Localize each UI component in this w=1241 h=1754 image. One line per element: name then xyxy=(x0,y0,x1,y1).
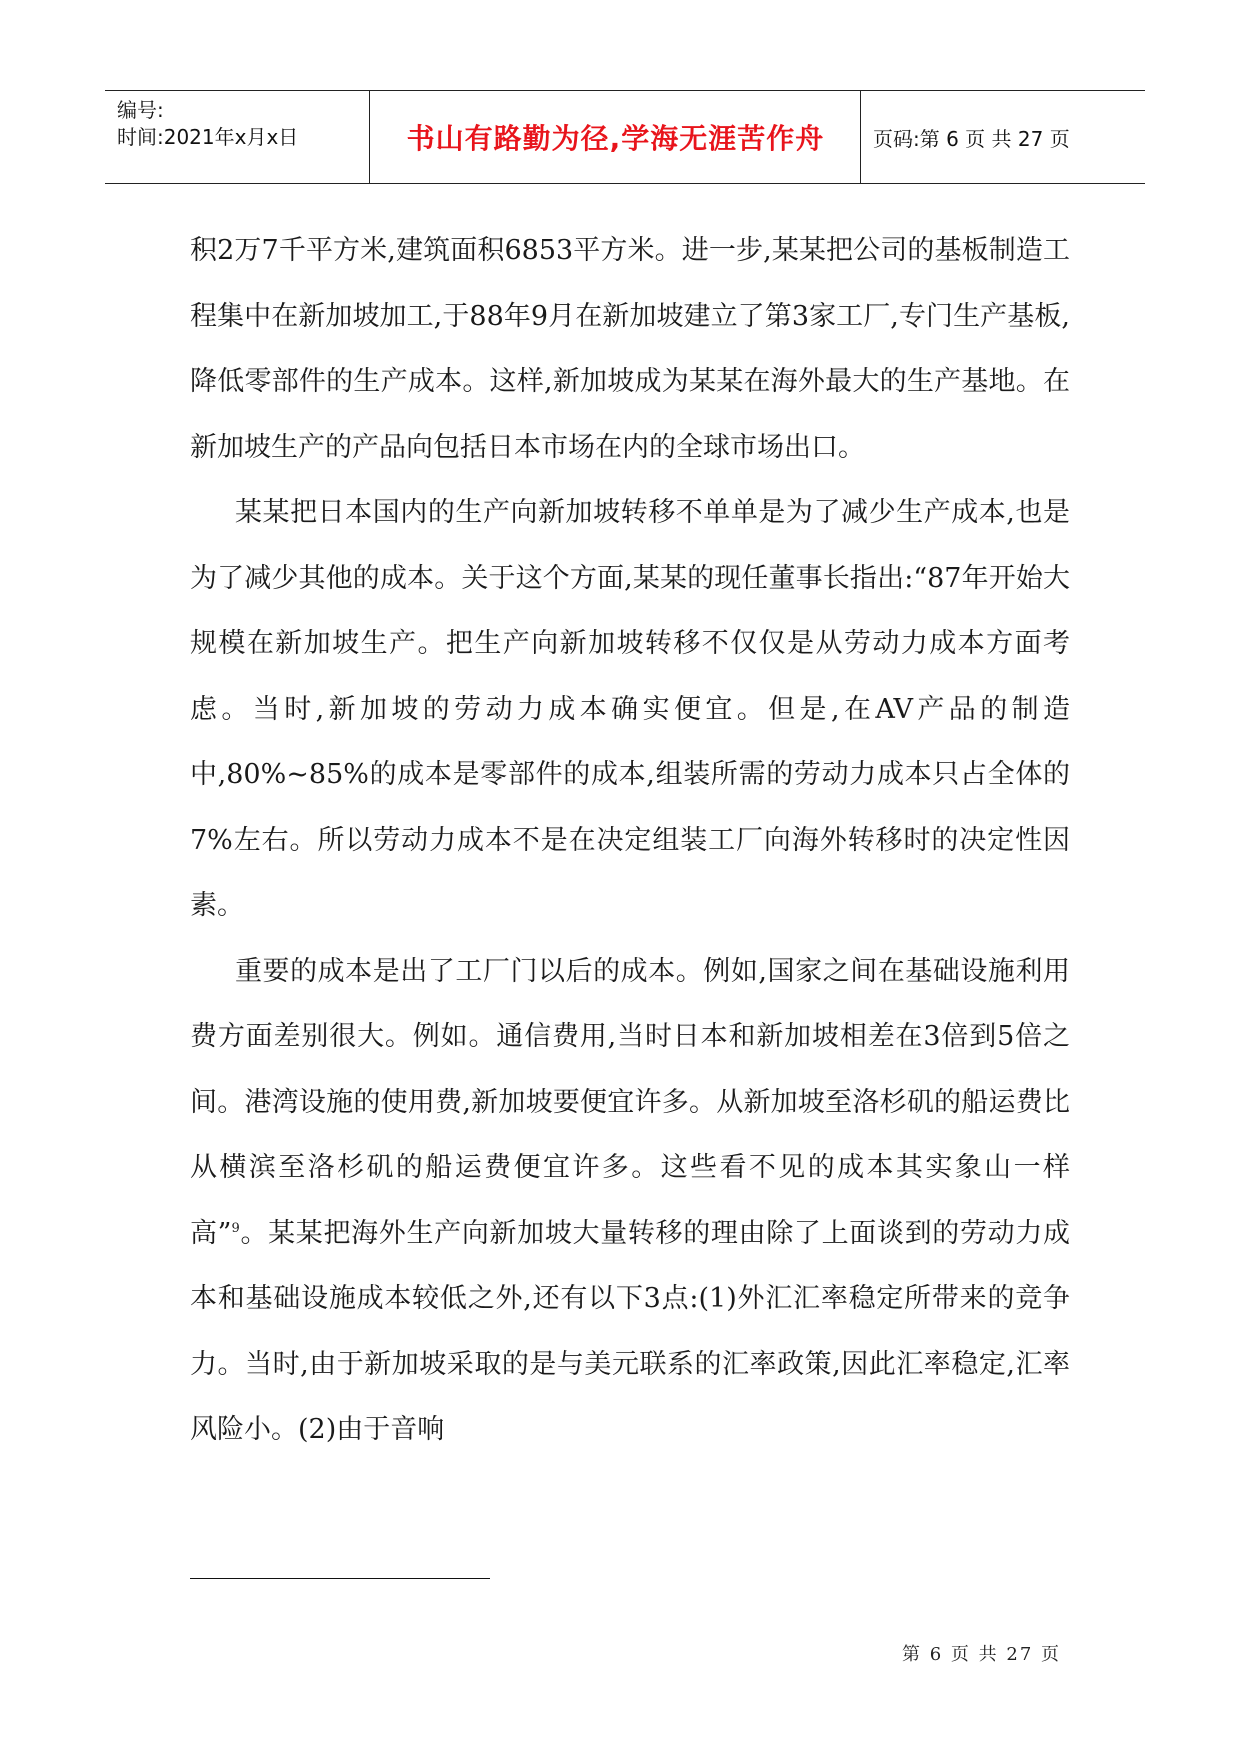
paragraph-3 xyxy=(190,939,1070,1463)
paragraph-3-text-after: 。某某把海外生产向新加坡大量转移的理由除了上面谈到的劳动力成本和基础设施成本较低之外,还有以下3点:(1)外汇汇率稳定所带来的竞争力。当时,由于新加坡采取的是与美元联系的汇率政策,因此汇率稳定,汇率风险小。(2)由于音响 xyxy=(190,1217,1070,1445)
paragraph-1: 积2万7千平方米,建筑面积6853平方米。进一步,某某把公司的基板制造工程集中在新加坡加工,于88年9月在新加坡建立了第3家工厂,专门生产基板,降低零部件的生产成本。这样,新加坡成为某某在海外最大的生产基地。在新加坡生产的产品向包括日本市场在内的全球市场出口。 xyxy=(190,235,1070,463)
footnote-separator xyxy=(190,1578,490,1579)
document-number-label: 编号: xyxy=(117,98,164,122)
page-header xyxy=(105,90,1145,184)
header-motto: 书山有路勤为径,学海无涯苦作舟 xyxy=(406,122,825,155)
footnote-marker: 9 xyxy=(231,1220,240,1236)
document-body xyxy=(190,218,1070,1463)
header-divider xyxy=(860,91,861,183)
header-page-info: 页码:第 6 页 共 27 页 xyxy=(873,126,1070,151)
page-footer-number: 第 6 页 共 27 页 xyxy=(902,1644,1061,1665)
document-time-label: 时间:2021年x月x日 xyxy=(117,125,299,149)
paragraph-2: 某某把日本国内的生产向新加坡转移不单单是为了减少生产成本,也是为了减少其他的成本。关于这个方面,某某的现任董事长指出:“87年开始大规模在新加坡生产。把生产向新加坡转移不仅仅是从劳动力成本方面考虑。当时,新加坡的劳动力成本确实便宜。但是,在AV产品的制造中,80%~85%的成本是零部件的成本,组装所需的劳动力成本只占全体的7%左右。所以劳动力成本不是在决定组装工厂向海外转移时的决定性因素。 xyxy=(190,497,1070,921)
paragraph-3-text-before: 重要的成本是出了工厂门以后的成本。例如,国家之间在基础设施利用费方面差别很大。例如。通信费用,当时日本和新加坡相差在3倍到5倍之间。港湾设施的使用费,新加坡要便宜许多。从新加坡至洛杉矶的船运费比从横滨至洛杉矶的船运费便宜许多。这些看不见的成本其实象山一样高” xyxy=(190,955,1070,1249)
header-divider xyxy=(369,91,370,183)
